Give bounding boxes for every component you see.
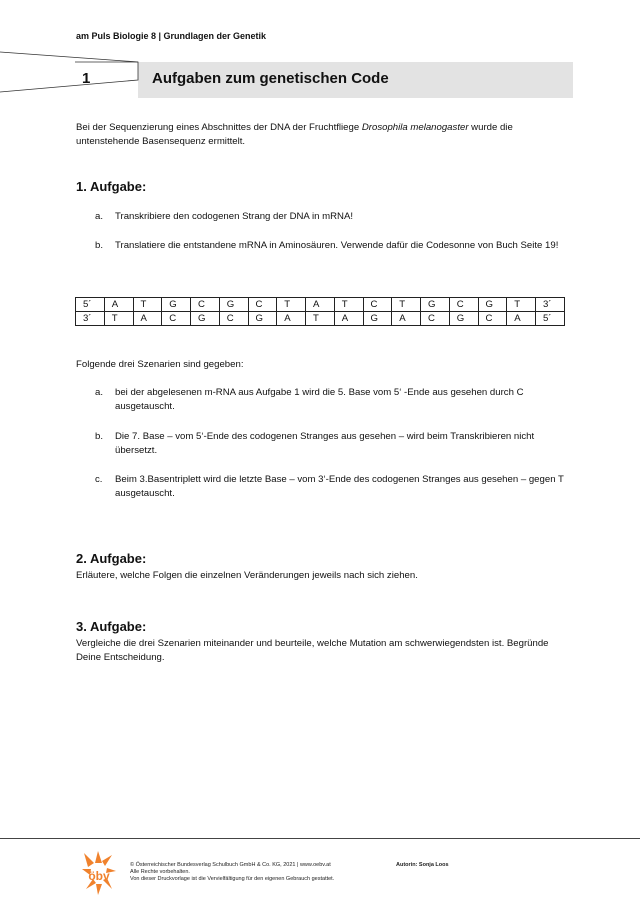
task3-heading: 3. Aufgabe:: [76, 619, 147, 634]
table-cell: G: [421, 298, 450, 312]
list-item-label: c.: [95, 474, 103, 485]
logo-wordmark: öbv: [88, 869, 110, 883]
publisher-logo: [78, 849, 120, 897]
table-cell: A: [277, 312, 306, 326]
intro-text-end: wurde die untenstehende Basensequenz ermittelt.: [76, 122, 513, 147]
table-row: [76, 298, 565, 312]
task2-text: Erläutere, welche Folgen die einzelnen Veränderungen jeweils nach sich ziehen.: [76, 570, 418, 581]
table-cell: A: [334, 312, 363, 326]
title-decoration-lines: [0, 0, 640, 110]
table-cell: 5´: [536, 312, 565, 326]
table-cell: C: [449, 298, 478, 312]
table-cell: G: [248, 312, 277, 326]
task1-heading: 1. Aufgabe:: [76, 179, 147, 194]
table-cell: T: [392, 298, 421, 312]
list-item: [95, 430, 567, 460]
intro-text-start: Bei der Sequenzierung eines Abschnittes der DNA der Fruchtfliege: [76, 122, 362, 133]
list-item-text: Die 7. Base – vom 5‘-Ende des codogenen Stranges aus gesehen – wird beim Transkribieren nicht übersetzt.: [115, 431, 535, 456]
section-number: 1: [82, 70, 91, 87]
footer-divider: [0, 838, 640, 839]
scenarios-intro: Folgende drei Szenarien sind gegeben:: [76, 359, 244, 370]
table-cell: G: [449, 312, 478, 326]
list-item-label: b.: [95, 431, 104, 442]
table-cell: C: [478, 312, 507, 326]
table-cell: T: [507, 298, 536, 312]
list-item: [95, 473, 567, 503]
list-item-label: a.: [95, 211, 104, 222]
table-cell: C: [248, 298, 277, 312]
footer-copyright: © Österreichischer Bundesverlag Schulbuch GmbH & Co. KG, 2021 | www.oebv.at: [130, 862, 331, 868]
footer-text: [130, 862, 390, 883]
list-item-label: a.: [95, 387, 104, 398]
list-item-text: Beim 3.Basentriplett wird die letzte Base – vom 3‘-Ende des codogenen Stranges aus gesehen – gegen T ausgetauscht.: [115, 474, 564, 499]
list-item-text: bei der abgelesenen m-RNA aus Aufgabe 1 wird die 5. Base vom 5‘ -Ende aus gesehen durch C ausgetauscht.: [115, 387, 524, 412]
table-cell: G: [191, 312, 220, 326]
table-cell: C: [363, 298, 392, 312]
task2-heading: 2. Aufgabe:: [76, 551, 147, 566]
task3-text: Vergleiche die drei Szenarien miteinander und beurteile, welche Mutation am schwerwiegendsten ist. Begründe Deine Entscheidung.: [76, 638, 549, 663]
table-cell: T: [306, 312, 335, 326]
table-cell: G: [219, 298, 248, 312]
table-cell: T: [104, 312, 133, 326]
page-header: am Puls Biologie 8 | Grundlagen der Genetik: [76, 31, 267, 41]
table-cell: C: [191, 298, 220, 312]
table-cell: A: [104, 298, 133, 312]
table-cell: T: [277, 298, 306, 312]
section-title: Aufgaben zum genetischen Code: [152, 70, 389, 87]
list-item: [95, 210, 567, 226]
table-cell: G: [363, 312, 392, 326]
table-cell: 3´: [536, 298, 565, 312]
table-row: [76, 312, 565, 326]
table-cell: A: [392, 312, 421, 326]
footer-usage: Von dieser Druckvorlage ist die Vervielfältigung für den eigenen Gebrauch gestattet.: [130, 876, 335, 882]
list-item: [95, 239, 567, 269]
table-cell: G: [162, 298, 191, 312]
list-item-label: b.: [95, 240, 104, 251]
list-item-text: Transkribiere den codogenen Strang der DNA in mRNA!: [115, 211, 354, 222]
table-cell: A: [133, 312, 162, 326]
table-cell: C: [219, 312, 248, 326]
footer-rights: Alle Rechte vorbehalten.: [130, 869, 190, 875]
table-cell: G: [478, 298, 507, 312]
list-item: [95, 386, 567, 416]
intro-paragraph: [76, 121, 566, 149]
table-cell: A: [507, 312, 536, 326]
table-cell: T: [133, 298, 162, 312]
table-cell: C: [162, 312, 191, 326]
list-item-text: Translatiere die entstandene mRNA in Aminosäuren. Verwende dafür die Codesonne von Buch Seite 19!: [115, 240, 559, 251]
footer-author: Autorin: Sonja Loos: [396, 862, 449, 868]
table-cell: C: [421, 312, 450, 326]
dna-sequence-table: [75, 297, 565, 326]
table-cell: T: [334, 298, 363, 312]
table-cell: 3´: [76, 312, 105, 326]
species-name: Drosophila melanogaster: [361, 122, 469, 133]
table-cell: 5´: [76, 298, 105, 312]
table-cell: A: [306, 298, 335, 312]
